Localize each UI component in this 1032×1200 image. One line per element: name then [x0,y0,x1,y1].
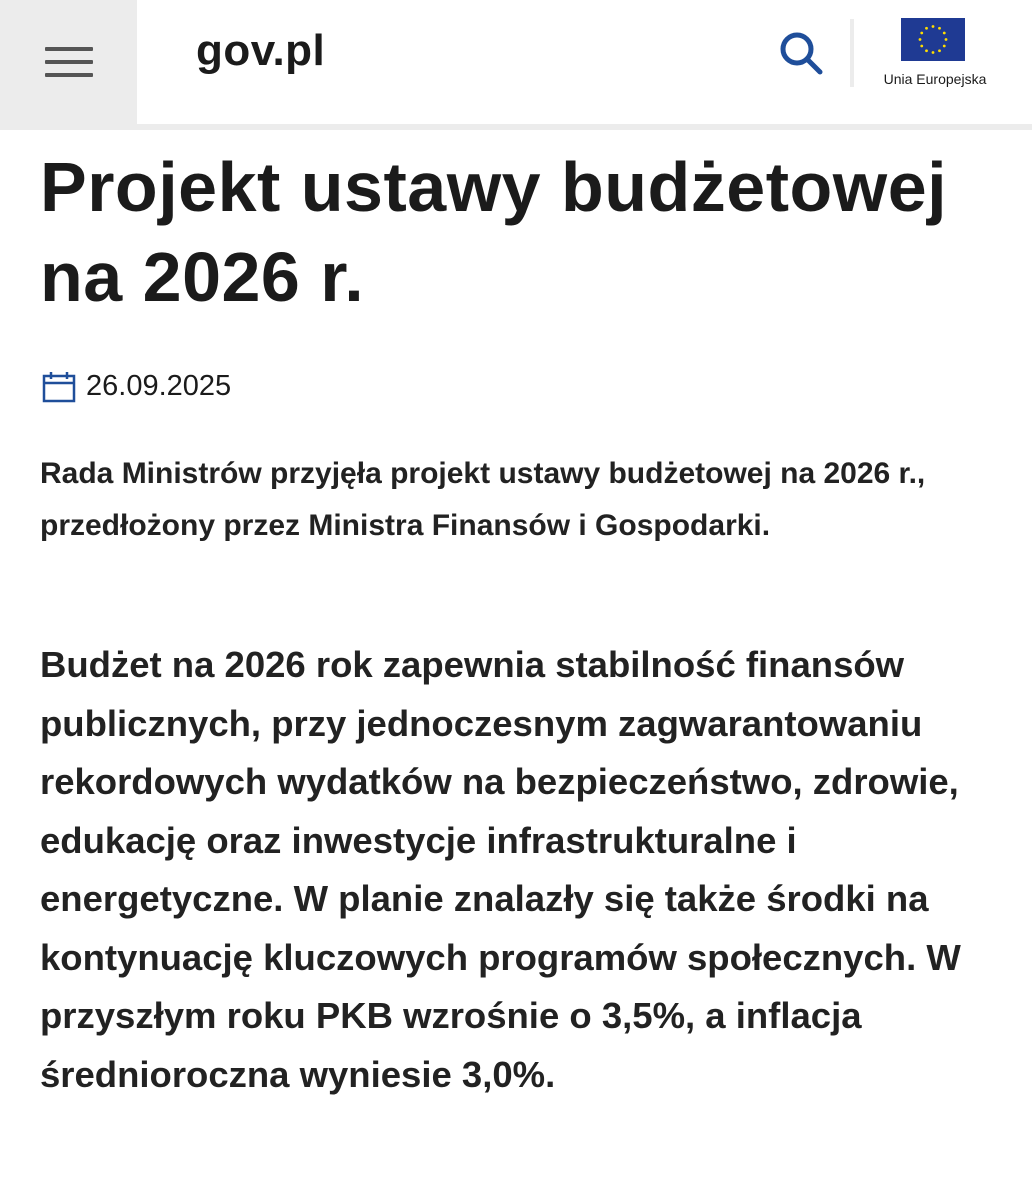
hamburger-menu-button[interactable] [0,0,137,124]
calendar-icon [42,371,76,403]
eu-star [943,32,946,35]
menu-icon-bar [45,60,93,64]
gov-pl-logo[interactable]: gov.pl [196,26,326,75]
eu-star [920,32,923,35]
eu-star [938,49,941,52]
page-title: Projekt ustawy budżetowej na 2026 r. [40,148,948,316]
eu-star [920,45,923,48]
eu-star [945,38,948,41]
eu-star [943,45,946,48]
publication-date [42,370,231,403]
menu-icon-bar [45,47,93,51]
menu-icon-bar [45,73,93,77]
date-text: 26.09.2025 [86,370,232,402]
eu-star [932,51,935,54]
eu-flag-icon [901,18,965,61]
eu-label: Unia Europejska [883,71,987,87]
search-button[interactable] [778,30,826,78]
site-header [0,0,1032,130]
header-divider [850,19,854,87]
eu-star [925,49,928,52]
eu-star [919,38,922,41]
eu-star [932,25,935,28]
article-body: Budżet na 2026 rok zapewnia stabilność finansów publicznych, przy jednoczesnym zagwarantowaniu rekordowych wydatków na bezpieczeństwo, zdrowie, edukację oraz inwestycje infrastrukturalne i energetyczne. W planie znalazły się także środki na kontynuację kluczowych programów społecznych. W przyszłym roku PKB wzrośnie o 3,5%, a inflacja średnioroczna wyniesie 3,0%. [40,644,961,1095]
eu-star [925,27,928,30]
eu-logo[interactable] [878,18,992,87]
search-icon [778,30,826,78]
eu-star [938,27,941,30]
article-lead: Rada Ministrów przyjęła projekt ustawy budżetowej na 2026 r., przedłożony przez Ministra Finansów i Gospodarki. [40,457,926,542]
